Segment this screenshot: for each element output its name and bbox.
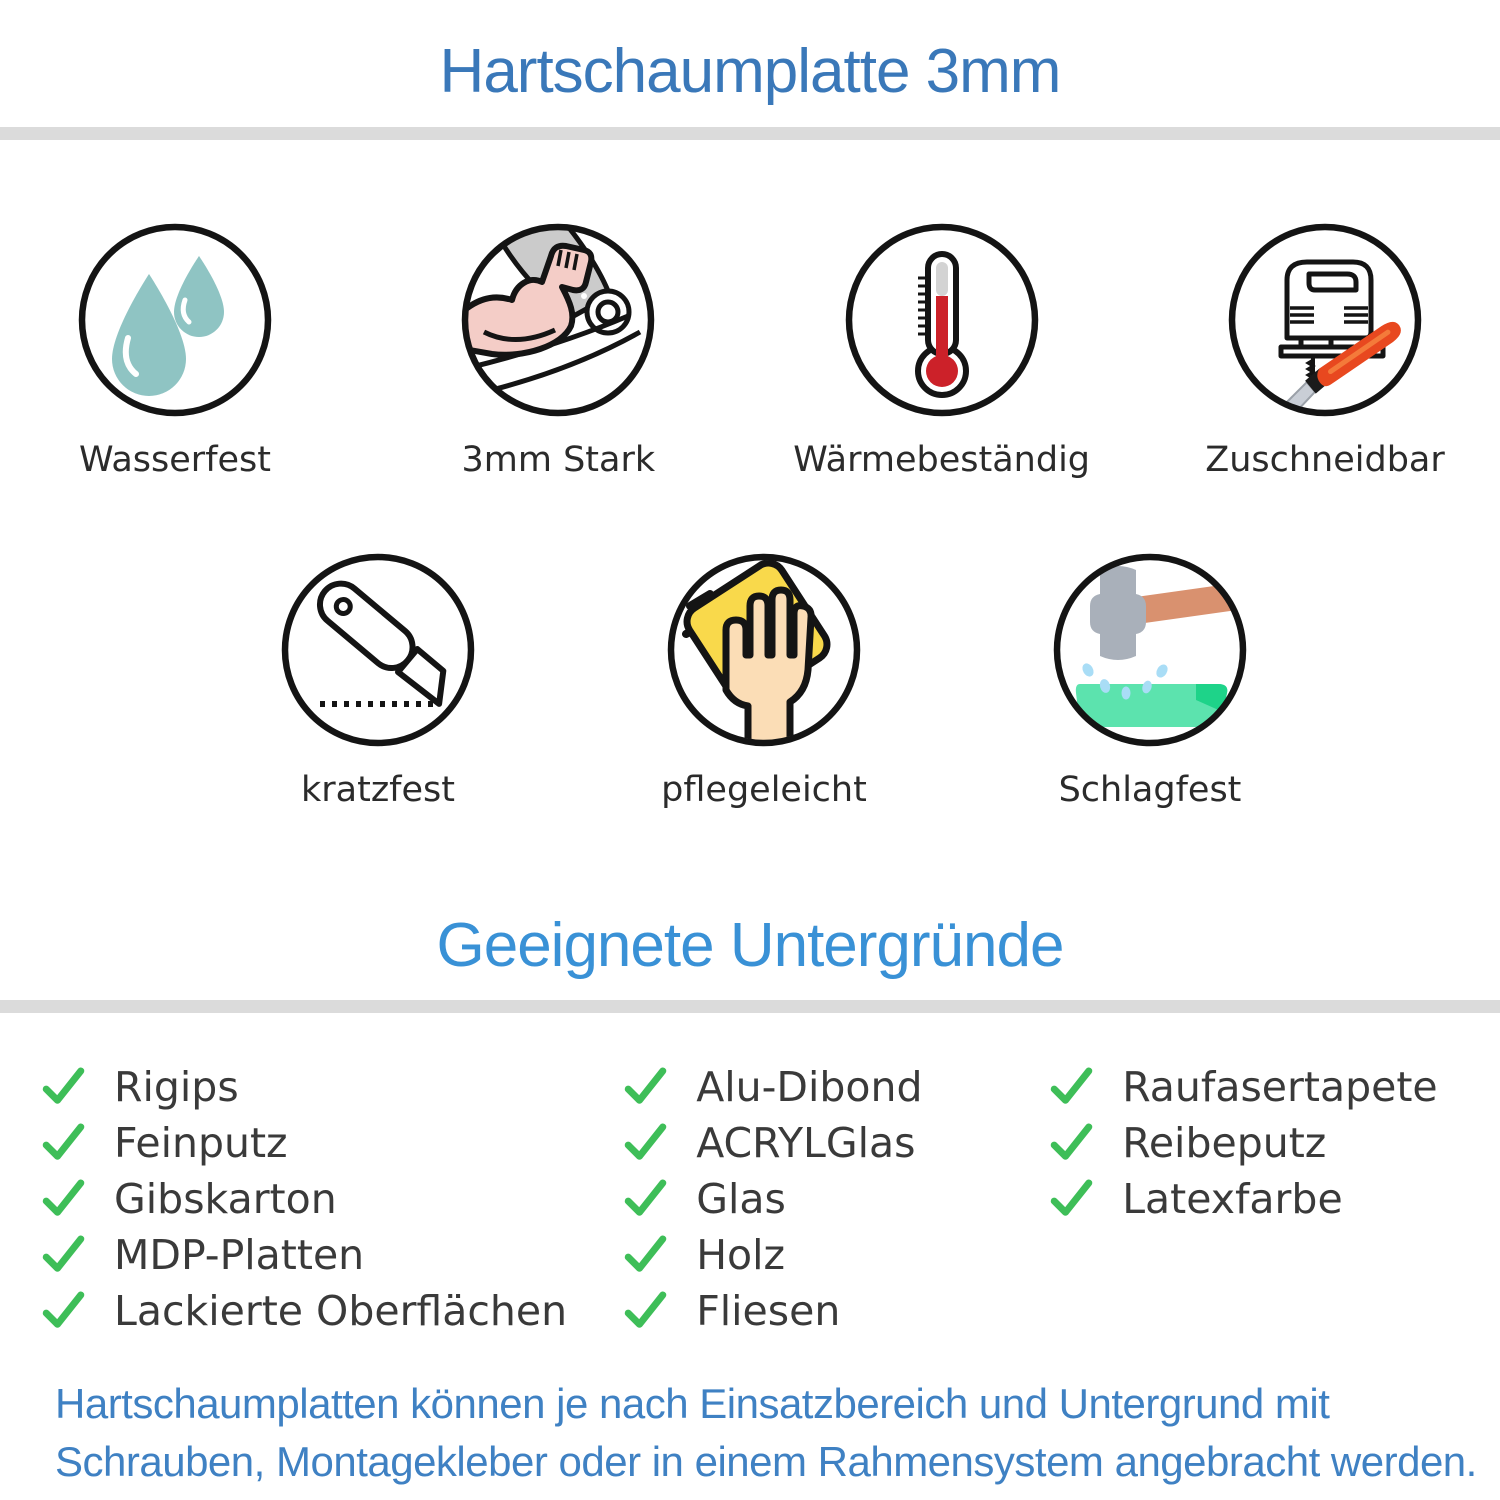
feature-waermebestaendig [767,220,1117,480]
surface-item [1048,1171,1460,1227]
check-icon [40,1288,87,1333]
water-drops-icon [75,220,275,420]
surface-label: Gibskarton [114,1174,337,1223]
cleaning-hand-icon [664,550,864,750]
surface-item [40,1171,622,1227]
surface-label: Holz [696,1230,786,1279]
check-icon [622,1176,669,1221]
surface-label: ACRYLGlas [696,1118,916,1167]
check-icon [1048,1120,1095,1165]
divider-middle [0,1000,1500,1013]
surface-item [622,1227,1048,1283]
surface-label: Feinputz [114,1118,288,1167]
features-row-1 [0,220,1500,480]
muscle-arm-icon [458,220,658,420]
footer-note [0,1375,1477,1491]
footer-line-1: Hartschaumplatten können je nach Einsatzbereich und Untergrund mit [55,1379,1330,1427]
surface-label: Alu-Dibond [696,1062,923,1111]
check-icon [622,1120,669,1165]
surface-item [40,1115,622,1171]
check-icon [1048,1176,1095,1221]
surface-item [40,1227,622,1283]
surface-label: Fliesen [696,1286,841,1335]
surface-label: Reibeputz [1122,1118,1327,1167]
features-row-2 [185,550,1345,810]
surface-item [622,1059,1048,1115]
surface-item [40,1283,622,1339]
thermometer-icon [842,220,1042,420]
jigsaw-icon [1225,220,1425,420]
surfaces-title: Geeignete Untergründe [436,911,1064,981]
feature-wasserfest [0,220,350,480]
surface-item [622,1115,1048,1171]
feature-pflegeleicht [571,550,957,810]
surface-item [40,1059,622,1115]
check-icon [622,1064,669,1109]
check-icon [622,1232,669,1277]
feature-kratzfest [185,550,571,810]
feature-label: pflegeleicht [661,770,867,811]
feature-label: kratzfest [300,770,455,811]
surfaces-column-2 [622,1059,1048,1339]
check-icon [40,1064,87,1109]
surface-item [622,1171,1048,1227]
surfaces-list [0,1059,1500,1339]
check-icon [40,1232,87,1277]
check-icon [622,1288,669,1333]
surface-label: Latexfarbe [1122,1174,1343,1223]
divider-top [0,127,1500,140]
surface-label: Rigips [114,1062,239,1111]
hammer-icon [1050,550,1250,750]
feature-zuschneidbar [1150,220,1500,480]
check-icon [40,1176,87,1221]
feature-label: Wärmebeständig [793,440,1091,481]
feature-3mm-stark [383,220,733,480]
surfaces-column-1 [40,1059,622,1339]
surface-label: Lackierte Oberflächen [114,1286,568,1335]
feature-label: Wasserfest [78,440,272,481]
surface-item [1048,1059,1460,1115]
feature-label: Schlagfest [1058,770,1242,811]
check-icon [40,1120,87,1165]
feature-schlagfest [957,550,1343,810]
surfaces-column-3 [1048,1059,1460,1339]
surface-label: Glas [696,1174,786,1223]
check-icon [1048,1064,1095,1109]
surface-item [622,1283,1048,1339]
feature-label: 3mm Stark [461,440,656,481]
surface-label: MDP-Platten [114,1230,365,1279]
utility-knife-icon [278,550,478,750]
surface-item [1048,1115,1460,1171]
page-title: Hartschaumplatte 3mm [439,37,1061,106]
feature-label: Zuschneidbar [1205,440,1445,481]
footer-line-2: Schrauben, Montagekleber oder in einem Rahmensystem angebracht werden. [55,1437,1477,1485]
surface-label: Raufasertapete [1122,1062,1438,1111]
